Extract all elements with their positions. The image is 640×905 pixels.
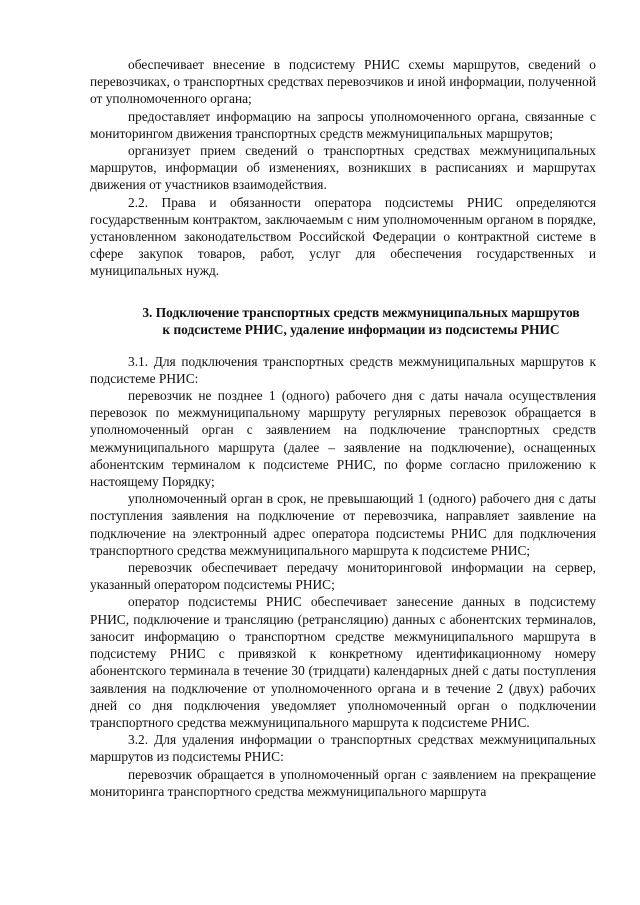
paragraph: 2.2. Права и обязанности оператора подсистемы РНИС определяются государственным контрактом, заключаемым с ним уполномоченным органом в порядке, установленном законодательством Российской Федерации о контрактной системе в сфере закупок товаров, работ, услуг для обеспечения государственных и муниципальных нужд. (90, 194, 596, 279)
section-heading (90, 304, 596, 339)
paragraph: обеспечивает внесение в подсистему РНИС схемы маршрутов, сведений о перевозчиках, о транспортных средствах перевозчиков и иной информации, полученной от уполномоченного органа; (90, 57, 596, 107)
paragraph: перевозчик не позднее 1 (одного) рабочего дня с даты начала осуществления перевозок по межмуниципальному маршруту регулярных перевозок обращается в уполномоченный орган с заявлением на подключение транспортных средств межмуниципального маршрута (далее – заявление на подключение), оснащенных абонентским терминалом к подсистеме РНИС, по форме согласно приложению к настоящему Порядку; (90, 388, 596, 490)
paragraph: уполномоченный орган в срок, не превышающий 1 (одного) рабочего дня с даты поступления заявления на подключение от перевозчика, направляет заявление на подключение на электронный адрес оператора подсистемы РНИС для подключения транспортного средства межмуниципального маршрута к подсистеме РНИС; (90, 491, 596, 558)
section-heading-line: к подсистеме РНИС, удаление информации из подсистемы РНИС (162, 322, 560, 338)
paragraph: оператор подсистемы РНИС обеспечивает занесение данных в подсистему РНИС, подключение и трансляцию (ретрансляцию) данных с абонентских терминалов, заносит информацию о транспортном средстве межмуниципального маршрута в подсистему РНИС с привязкой к конкретному идентификационному номеру абонентского терминала в течение 30 (тридцати) календарных дней с даты поступления заявления на подключение от уполномоченного органа и в течение 2 (двух) рабочих дней со дня подключения уведомляет уполномоченный орган о подключении транспортного средства межмуниципального маршрута к подсистеме РНИС. (90, 594, 596, 730)
paragraph: 3.1. Для подключения транспортных средств межмуниципальных маршрутов к подсистеме РНИС: (90, 353, 596, 386)
paragraph: организует прием сведений о транспортных средствах межмуниципальных маршрутов, информации об изменениях, возникших в расписаниях и маршрутах движения от участников взаимодействия. (90, 143, 596, 193)
document-page (90, 56, 596, 800)
paragraph: предоставляет информацию на запросы уполномоченного органа, связанные с мониторингом движения транспортных средств межмуниципальных маршрутов; (90, 108, 596, 141)
paragraph: 3.2. Для удаления информации о транспортных средствах межмуниципальных маршрутов из подсистемы РНИС: (90, 732, 596, 765)
paragraph: перевозчик обращается в уполномоченный орган с заявлением на прекращение мониторинга транспортного средства межмуниципального маршрута (90, 766, 596, 799)
section-heading-line: 3. Подключение транспортных средств межмуниципальных маршрутов (142, 304, 580, 320)
paragraph: перевозчик обеспечивает передачу мониторинговой информации на сервер, указанный оператором подсистемы РНИС; (90, 560, 596, 593)
